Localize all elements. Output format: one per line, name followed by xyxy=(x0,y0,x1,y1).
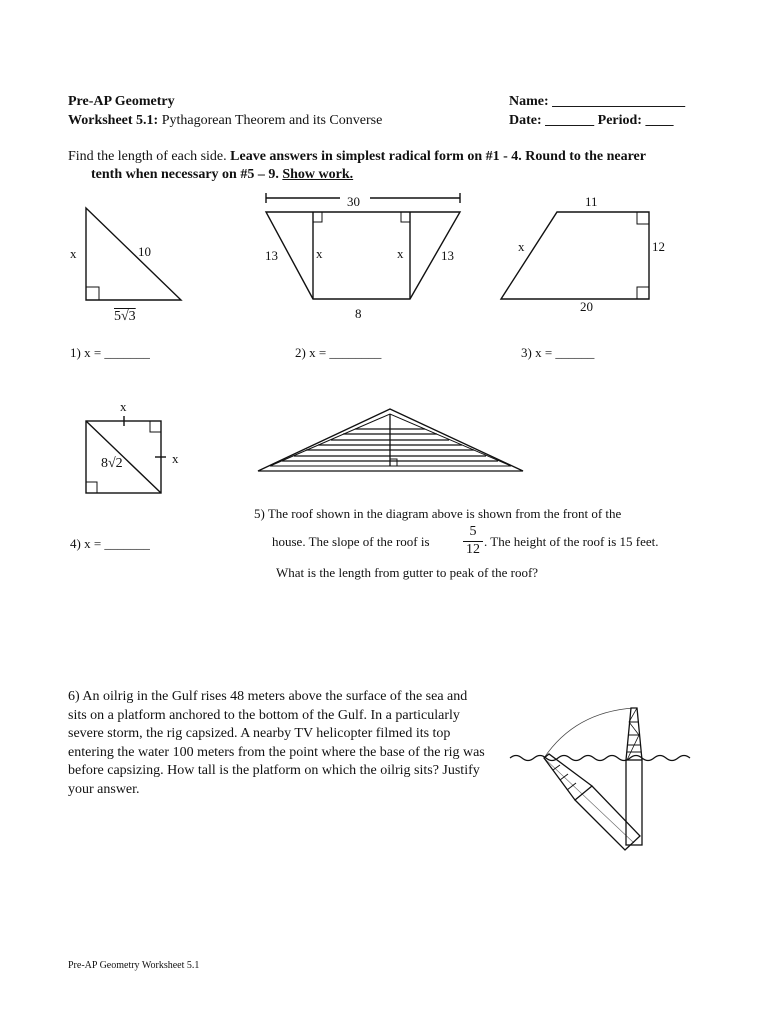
p2-label-left: 13 xyxy=(265,248,278,263)
period-label: Period: xyxy=(597,113,642,128)
p5-line2a: house. The slope of the roof is xyxy=(272,534,430,549)
p3-label-x: x xyxy=(518,239,525,254)
p3-label-top: 11 xyxy=(585,194,598,209)
p2-label-bottom: 8 xyxy=(355,306,362,321)
p5-slope-num: 5 xyxy=(469,524,477,539)
p1-label-hyp: 10 xyxy=(138,244,151,259)
p3-answer: 3) x = ______ xyxy=(521,345,595,360)
p4-answer: 4) x = _______ xyxy=(70,536,150,551)
p1-answer: 1) x = _______ xyxy=(70,345,150,360)
water-surface xyxy=(510,756,690,761)
p2-label-x-right: x xyxy=(397,246,404,261)
p4-label-diag: 8√2 xyxy=(101,456,123,471)
p6-text: 6) An oilrig in the Gulf rises 48 meters above the surface of the sea and sits on a platform anchored to the bottom of the Gulf. In a particularly severe storm, the rig capsized. A nearby TV helicopter filmed its top entering the water 100 meters from the point where the base of the rig was before capsizing. How tall is the platform on which the oilrig sits? Justify your answer. xyxy=(68,689,485,797)
p5-line3: What is the length from gutter to peak of the roof? xyxy=(276,565,539,580)
p5-slope-den: 12 xyxy=(466,542,480,557)
course-title: Pre-AP Geometry xyxy=(68,94,175,109)
p3-label-right: 12 xyxy=(652,239,665,254)
footer: Pre-AP Geometry Worksheet 5.1 xyxy=(68,960,200,971)
p2-label-top: 30 xyxy=(347,194,360,209)
p2-label-right: 13 xyxy=(441,248,454,263)
capsize-arc xyxy=(544,708,634,758)
upright-platform xyxy=(626,760,642,845)
date-label: Date: xyxy=(509,113,542,128)
date-blank: _______ xyxy=(545,113,595,128)
p3-label-bottom: 20 xyxy=(580,299,593,314)
instructions-bold-2: tenth when necessary on #5 – 9. xyxy=(91,167,279,182)
p2-label-x-left: x xyxy=(316,246,323,261)
name-blank: ___________________ xyxy=(552,94,686,109)
p4-label-x-top: x xyxy=(120,399,127,414)
worksheet-title: Pythagorean Theorem and its Converse xyxy=(161,113,383,128)
p5-line2b: . The height of the roof is 15 feet. xyxy=(484,534,659,549)
p2-answer: 2) x = ________ xyxy=(295,345,382,360)
period-blank: ____ xyxy=(645,113,674,128)
worksheet-label: Worksheet 5.1: xyxy=(68,113,159,128)
p4-label-x-right: x xyxy=(172,451,179,466)
instructions-lead: Find the length of each side. xyxy=(68,149,227,164)
p5-line1: 5) The roof shown in the diagram above is shown from the front of the xyxy=(254,506,622,521)
name-label: Name: xyxy=(509,94,549,109)
p1-label-x: x xyxy=(70,246,77,261)
instructions-bold-1: Leave answers in simplest radical form on #1 - 4. Round to the nearer xyxy=(230,149,646,164)
p1-label-base: 5√3 xyxy=(114,309,136,324)
show-work: Show work. xyxy=(282,167,354,182)
